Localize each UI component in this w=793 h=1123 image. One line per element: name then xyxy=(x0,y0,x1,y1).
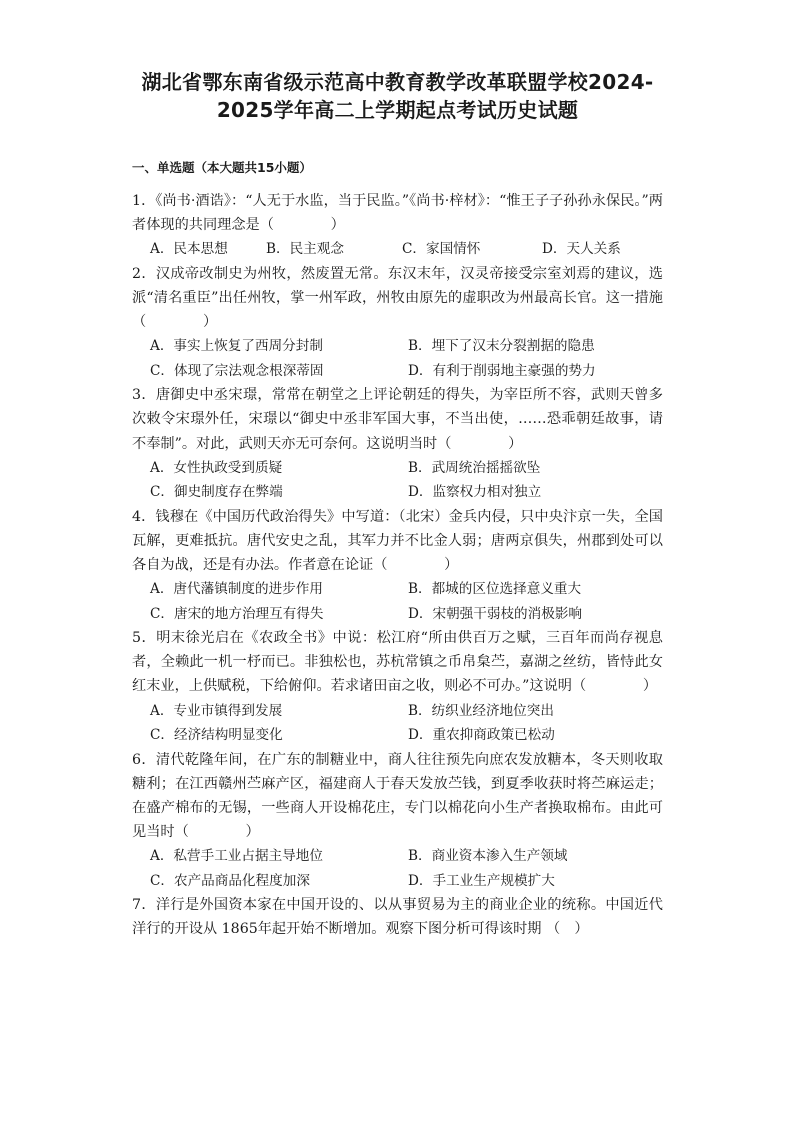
question-5 xyxy=(132,626,663,747)
option-d[interactable]: D．宋朝强干弱枝的消极影响 xyxy=(408,605,583,622)
question-7 xyxy=(132,893,663,941)
options xyxy=(132,237,663,261)
option-a[interactable]: A．唐代藩镇制度的进步作用 xyxy=(150,581,323,598)
question-stem: 2．汉成帝改制史为州牧，然废置无常。东汉末年，汉灵帝接受宗室刘焉的建议，选派“清名重臣”出任州牧，掌一州军政，州牧由原先的虚职改为州最高长官。这一措施（ ） xyxy=(132,265,663,331)
question-stem: 3．唐御史中丞宋璟，常常在朝堂之上评论朝廷的得失，为宰臣所不容，武则天曾多次敕令宋璟外任，宋璟以“御史中丞非军国大事，不当出使，……恐乖朝廷故事，请不奉制”。对此，武则天亦无可奈何。这说明当时（ ） xyxy=(132,387,663,452)
option-d[interactable]: D．重农抑商政策已松动 xyxy=(408,727,555,744)
exam-title xyxy=(128,68,667,124)
options xyxy=(132,334,663,383)
option-a[interactable]: A．专业市镇得到发展 xyxy=(150,702,283,719)
title-line-2: 2025学年高二上学期起点考试历史试题 xyxy=(216,98,579,122)
options xyxy=(132,844,663,893)
option-a[interactable]: A．女性执政受到质疑 xyxy=(150,459,283,476)
option-b[interactable]: B．武周统治摇摇欲坠 xyxy=(408,459,541,476)
option-d[interactable]: D．监察权力相对独立 xyxy=(408,484,542,501)
question-stem: 7．洋行是外国资本家在中国开设的、以从事贸易为主的商业企业的统称。中国近代洋行的开设从 1865年起开始不断增加。观察下图分析可得该时期 （ ） xyxy=(132,897,663,938)
option-b[interactable]: B．埋下了汉末分裂割据的隐患 xyxy=(408,338,595,355)
question-stem: 5．明末徐光启在《农政全书》中说：松江府“所由供百万之赋，三百年而尚存视息者，全赖此一机一杼而已。非独松也，苏杭常镇之币帛枲苎，嘉湖之丝纺，皆恃此女红末业，上供赋税，下给俯仰。若求诸田亩之收，则必不可办。”这说明（ ） xyxy=(132,630,663,695)
option-c[interactable]: C．家国情怀 xyxy=(402,241,481,258)
option-d[interactable]: D．有利于削弱地主豪强的势力 xyxy=(408,362,596,379)
option-c[interactable]: C．唐宋的地方治理互有得失 xyxy=(150,605,324,622)
question-4 xyxy=(132,505,663,626)
section-heading: 一、单选题（本大题共15小题） xyxy=(132,160,312,175)
question-2 xyxy=(132,262,663,383)
option-d[interactable]: D．手工业生产规模扩大 xyxy=(408,872,555,889)
option-a[interactable]: A．事实上恢复了西周分封制 xyxy=(150,338,323,355)
option-a[interactable]: A．私营手工业占据主导地位 xyxy=(150,848,323,865)
option-c[interactable]: C．体现了宗法观念根深蒂固 xyxy=(150,362,324,379)
option-c[interactable]: C．农产品商品化程度加深 xyxy=(150,872,310,889)
option-c[interactable]: C．御史制度存在弊端 xyxy=(150,484,283,501)
question-3 xyxy=(132,383,663,504)
options xyxy=(132,699,663,748)
question-stem: 6．清代乾隆年间，在广东的制糖业中，商人往往预先向庶农发放糖本，冬天则收取糖利；在江西赣州苎麻产区，福建商人于春天发放苎钱，到夏季收获时将苎麻运走；在盛产棉布的无锡，一些商人开设棉花庄，专门以棉花向小生产者换取棉布。由此可见当时（ ） xyxy=(132,751,663,841)
question-1 xyxy=(132,189,663,262)
question-6 xyxy=(132,748,663,894)
option-b[interactable]: B．商业资本渗入生产领域 xyxy=(408,848,568,865)
options xyxy=(132,456,663,505)
option-b[interactable]: B．纺织业经济地位突出 xyxy=(408,702,554,719)
question-stem: 4．钱穆在《中国历代政治得失》中写道：（北宋）金兵内侵，只中央汴京一失，全国瓦解，更难抵抗。唐代安史之乱，其军力并不比金人弱；唐两京俱失，州郡到处可以各自为战，还是有办法。作者意在论证（ ） xyxy=(132,508,663,574)
option-b[interactable]: B．民主观念 xyxy=(266,241,344,258)
option-a[interactable]: A．民本思想 xyxy=(150,241,228,258)
option-d[interactable]: D．天人关系 xyxy=(542,241,621,258)
option-c[interactable]: C．经济结构明显变化 xyxy=(150,727,283,744)
title-line-1: 湖北省鄂东南省级示范高中教育教学改革联盟学校2024- xyxy=(141,70,654,94)
option-b[interactable]: B．都城的区位选择意义重大 xyxy=(408,581,582,598)
question-stem: 1．《尚书·酒诰》：“人无于水监，当于民监。”《尚书·梓材》：“惟王子子孙孙永保民。”两者体现的共同理念是（ ） xyxy=(132,193,663,234)
options xyxy=(132,577,663,626)
